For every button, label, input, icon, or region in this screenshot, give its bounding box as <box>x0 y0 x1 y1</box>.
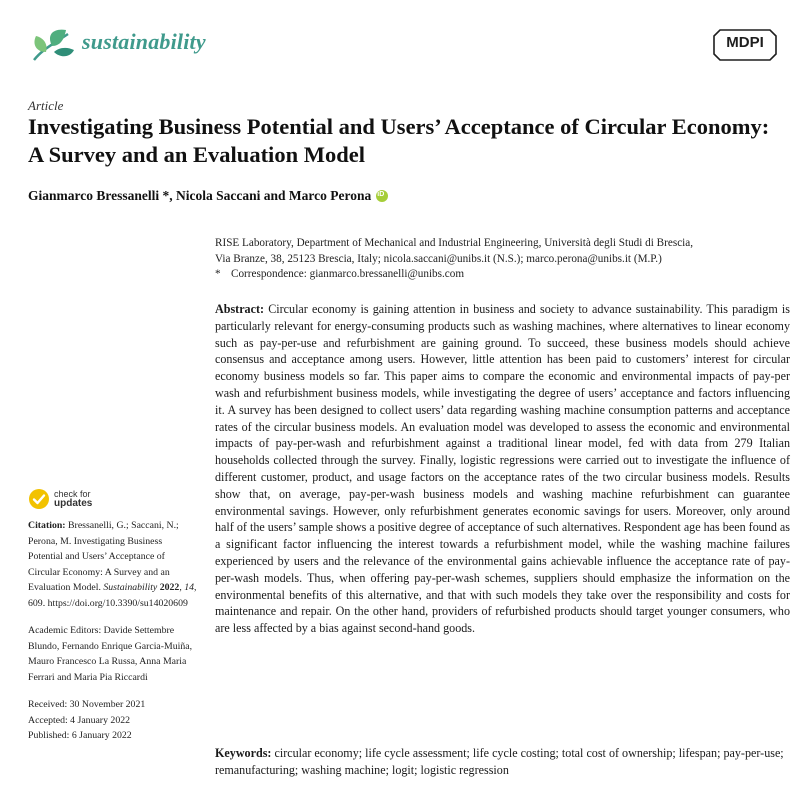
abstract-text: Circular economy is gaining attention in business and society to advance sustainability. This paradigm is particularly relevant for energy-consuming products such as washing machines, where alternatives to linear economy such as pay-per-use and refurbishment are gaining ground. To succeed, these business models should achieve consensus and acceptance among users. However, little attention has been paid to customers’ interest for circular economy business models so far. This paper aims to compare the economic and environmental impacts of pay-per wash and refurbishment business models, while investigating the degree of users’ acceptance and factors influencing it. A survey has been designed to collect users’ data regarding washing machine consumption patterns and acceptance rates of the circular business models. An evaluation model was developed to assess the economic and environmental impacts of pay-per-wash and refurbishment against a traditional linear model, fed with data from 279 Italian households collected through the survey. Finally, logistic regressions were carried out to investigate the influence of different customer, product, and usage factors on the acceptance rates of the two circular business models. Results show that, on average, pay-per-wash business models and washing machine refurbishment can guarantee environmental savings. However, only refurbishment generates economic savings for users. Moreover, only around half of the users’ sample shows a positive degree of acceptance of such alternatives. Respondent age has been found as a significant factor influencing the interest towards a refurbishment model, while the washing machine failures experienced by users and the relevance of the environmental gains achievable influence the acceptance rate of pay-per-wash models. Thus, when offering pay-per-wash schemes, suppliers should emphasize the information on the environmental benefits of this alternative, and that with such models they take over the responsibility and costs for maintenance and repair. On the other hand, providers of refurbished products should target younger consumers, who are less affected by a bias against second-hand goods. <box>215 302 790 636</box>
authors-text: Gianmarco Bressanelli *, Nicola Saccani and Marco Perona <box>28 188 372 203</box>
updates-text: updates <box>54 498 93 509</box>
published-date: Published: 6 January 2022 <box>28 730 132 741</box>
affiliation-line-1: RISE Laboratory, Department of Mechanical and Industrial Engineering, Università degli Studi di Brescia, <box>215 237 694 249</box>
citation-pages: , 609. <box>28 582 197 609</box>
correspondence-text: Correspondence: gianmarco.bressanelli@unibs.com <box>231 268 465 280</box>
journal-header <box>0 0 811 90</box>
academic-editors: Academic Editors: Davide Settembre Blundo, Fernando Enrique Garcia-Muiña, Mauro Francesco La Russa, Anna Maria Ferrari and Maria Pia Riccardi <box>28 625 193 683</box>
page-title: Investigating Business Potential and Users’ Acceptance of Circular Economy: A Survey and an Evaluation Model <box>28 114 770 167</box>
citation-year: 2022 <box>159 582 180 593</box>
citation-volume: 14 <box>184 582 195 593</box>
leaf-logo-icon <box>28 24 76 68</box>
affiliation-line-2: Via Branze, 38, 25123 Brescia, Italy; nicola.saccani@unibs.it (N.S.); marco.perona@unibs.it (M.P.) <box>215 252 662 265</box>
check-for-updates-label <box>54 489 92 509</box>
citation-journal: Sustainability <box>103 582 158 593</box>
citation-label: Citation: <box>28 520 66 531</box>
author-list <box>28 188 388 204</box>
mdpi-logo[interactable] <box>712 26 778 64</box>
orcid-icon[interactable] <box>376 190 388 202</box>
check-for-updates-button[interactable] <box>28 488 198 510</box>
keywords-label: Keywords: <box>215 746 272 760</box>
check-for-text: check for <box>54 489 91 499</box>
citation-doi-link[interactable]: https://doi.org/10.3390/su14020609 <box>47 597 188 609</box>
dates-block <box>28 697 198 744</box>
affiliation-block <box>215 236 790 283</box>
abstract <box>215 301 790 637</box>
citation-text: Bressanelli, G.; Saccani, N.; Perona, M. Investigating Business Potential and Users’ Acceptance of Circular Economy: A Survey and an Evaluation Model. <box>28 520 179 593</box>
accepted-date: Accepted: 4 January 2022 <box>28 714 131 726</box>
check-badge-icon <box>28 488 50 510</box>
correspondence-marker: * <box>215 268 221 280</box>
article-type: Article <box>28 98 64 113</box>
correspondence-line <box>215 267 790 283</box>
keywords-text: circular economy; life cycle assessment; life cycle costing; total cost of ownership; lifespan; pay-per-use; remanufacturing; washing machine; logit; logistic regression <box>215 746 784 777</box>
received-date: Received: 30 November 2021 <box>28 699 146 710</box>
journal-name[interactable]: sustainability <box>82 29 206 54</box>
citation-block: Citation: Bressanelli, G.; Saccani, N.; Perona, M. Investigating Business Potential and Users’ Acceptance of Circular Economy: A Survey and an Evaluation Model. Sustainability 2022, 14, 609. https://doi.org/10.3390/su14020609 <box>28 520 197 609</box>
abstract-label: Abstract: <box>215 302 265 316</box>
article-sidebar <box>28 488 198 744</box>
keywords <box>215 745 790 779</box>
publisher-name: MDPI <box>726 34 764 51</box>
